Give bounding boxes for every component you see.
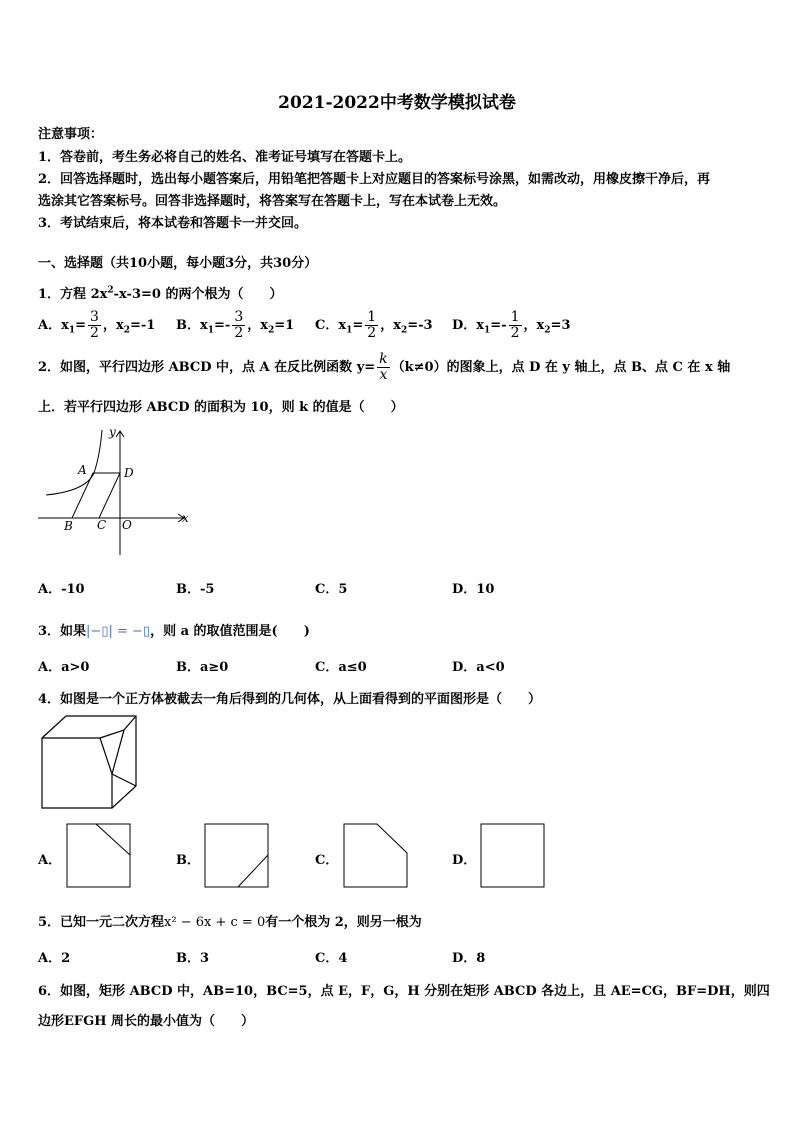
q3-option-b[interactable]: B．a≥0 [176, 660, 229, 675]
q5-option-a[interactable]: A．2 [38, 951, 71, 966]
label-o: O [122, 518, 132, 532]
label-y: y [109, 425, 116, 439]
notice-line-2: 2．回答选择题时，选出每小题答案后，用铅笔把答题卡上对应题目的答案标号涂黑，如需改动，用橡皮擦干净后，再 [38, 172, 711, 187]
parallelogram-abcd [72, 473, 120, 518]
q4-option-b-label[interactable]: B． [176, 853, 200, 868]
hyperbola-curve [46, 430, 102, 495]
fraction: $\frac{1}{2}$ [367, 309, 377, 341]
fraction: $\frac{3}{2}$ [234, 309, 244, 341]
cut-square [344, 824, 407, 887]
notice-heading: 注意事项： [38, 127, 104, 142]
q5-option-b[interactable]: B．3 [176, 951, 210, 966]
square [481, 824, 544, 887]
notice-line-4: 3．考试结束后，将本试卷和答题卡一并交回。 [38, 216, 308, 231]
q4-option-c-label[interactable]: C． [315, 853, 339, 868]
q2-figure [36, 425, 196, 560]
q2-option-c[interactable]: C．5 [315, 582, 348, 597]
q3-option-a[interactable]: A．a>0 [38, 660, 90, 675]
q3-stem: 3．如果|−▯| = −▯，则 a 的取值范围是( ) [38, 624, 310, 639]
q2-option-d[interactable]: D．10 [452, 582, 495, 597]
q4-option-c-figure[interactable] [343, 823, 409, 889]
q4-option-d-figure[interactable] [480, 823, 546, 889]
diagonal-line [238, 855, 268, 887]
section-heading: 一、选择题（共10小题，每小题3分，共30分） [38, 256, 318, 271]
q3-option-d[interactable]: D．a<0 [452, 660, 505, 675]
q4-option-b-figure[interactable] [204, 823, 270, 889]
q1-option-d[interactable]: D．$x_1=-$ $\frac{1}{2}$ ，$x_2=3$ [452, 309, 571, 341]
q2-option-a[interactable]: A．-10 [38, 582, 85, 597]
q5-expression: x² − 6x + c = 0 [164, 915, 266, 930]
q4-option-a-label[interactable]: A． [38, 853, 62, 868]
q5-option-d[interactable]: D．8 [452, 951, 486, 966]
fraction: $\frac{1}{2}$ [510, 309, 520, 341]
q3-option-c[interactable]: C．a≤0 [315, 660, 367, 675]
q5-stem: 5．已知一元二次方程x² − 6x + c = 0有一个根为 2，则另一根为 [38, 915, 422, 930]
label-x: x [182, 511, 189, 525]
q1-option-a[interactable]: A．$x_1=$ $\frac{3}{2}$ ，$x_2=-1$ [38, 309, 156, 341]
notice-line-1: 1．答卷前，考生务必将自己的姓名、准考证号填写在答题卡上。 [38, 150, 412, 165]
notice-line-3: 选涂其它答案标号。回答非选择题时，将答案写在答题卡上，写在本试卷上无效。 [38, 194, 507, 209]
label-d: D [124, 466, 134, 480]
q6-stem-line-1: 6．如图，矩形 ABCD 中，AB=10，BC=5，点 E，F，G，H 分别在矩形 ABCD 各边上，且 AE=CG，BF=DH，则四 [38, 984, 770, 999]
fraction: $\frac{k}{x}$ [379, 351, 388, 383]
label-c: C [97, 518, 107, 532]
cut-corner-face [100, 730, 124, 774]
diagonal-line [96, 824, 130, 855]
cube-edge [112, 774, 136, 786]
page-title: 2021-2022中考数学模拟试卷 [278, 93, 516, 113]
q3-expression: |−▯| = −▯ [86, 624, 151, 639]
q2-stem-line-1: 2．如图，平行四边形 ABCD 中，点 A 在反比例函数 y= $\frac{k}{x}$ （k≠0）的图象上，点 D 在 y 轴上，点 B、点 C 在 x 轴 [38, 351, 731, 383]
q2-stem-line-2: 上．若平行四边形 ABCD 的面积为 10，则 k 的值是（ ） [38, 400, 404, 415]
q2-option-b[interactable]: B．-5 [176, 582, 215, 597]
q1-stem: 1．方程 $2x^2-x-3=0$ 的两个根为（ ） [38, 285, 283, 302]
q1-option-c[interactable]: C．$x_1=$ $\frac{1}{2}$ ，$x_2=-3$ [315, 309, 433, 341]
q1-option-b[interactable]: B．$x_1=-$ $\frac{3}{2}$ ，$x_2=1$ [176, 309, 295, 341]
square [67, 824, 130, 887]
q4-cube-figure [40, 714, 140, 812]
square [205, 824, 268, 887]
label-a: A [78, 463, 87, 477]
fraction: $\frac{3}{2}$ [90, 309, 99, 341]
q4-option-a-figure[interactable] [66, 823, 132, 889]
q4-stem: 4．如图是一个正方体被截去一角后得到的几何体，从上面看得到的平面图形是（ ） [38, 692, 542, 707]
q6-stem-line-2: 边形EFGH 周长的最小值为（ ） [38, 1014, 255, 1029]
label-b: B [64, 519, 73, 533]
q5-option-c[interactable]: C．4 [315, 951, 348, 966]
cube-edge [124, 716, 136, 730]
q4-option-d-label[interactable]: D． [452, 853, 477, 868]
cube-outline [42, 716, 136, 808]
